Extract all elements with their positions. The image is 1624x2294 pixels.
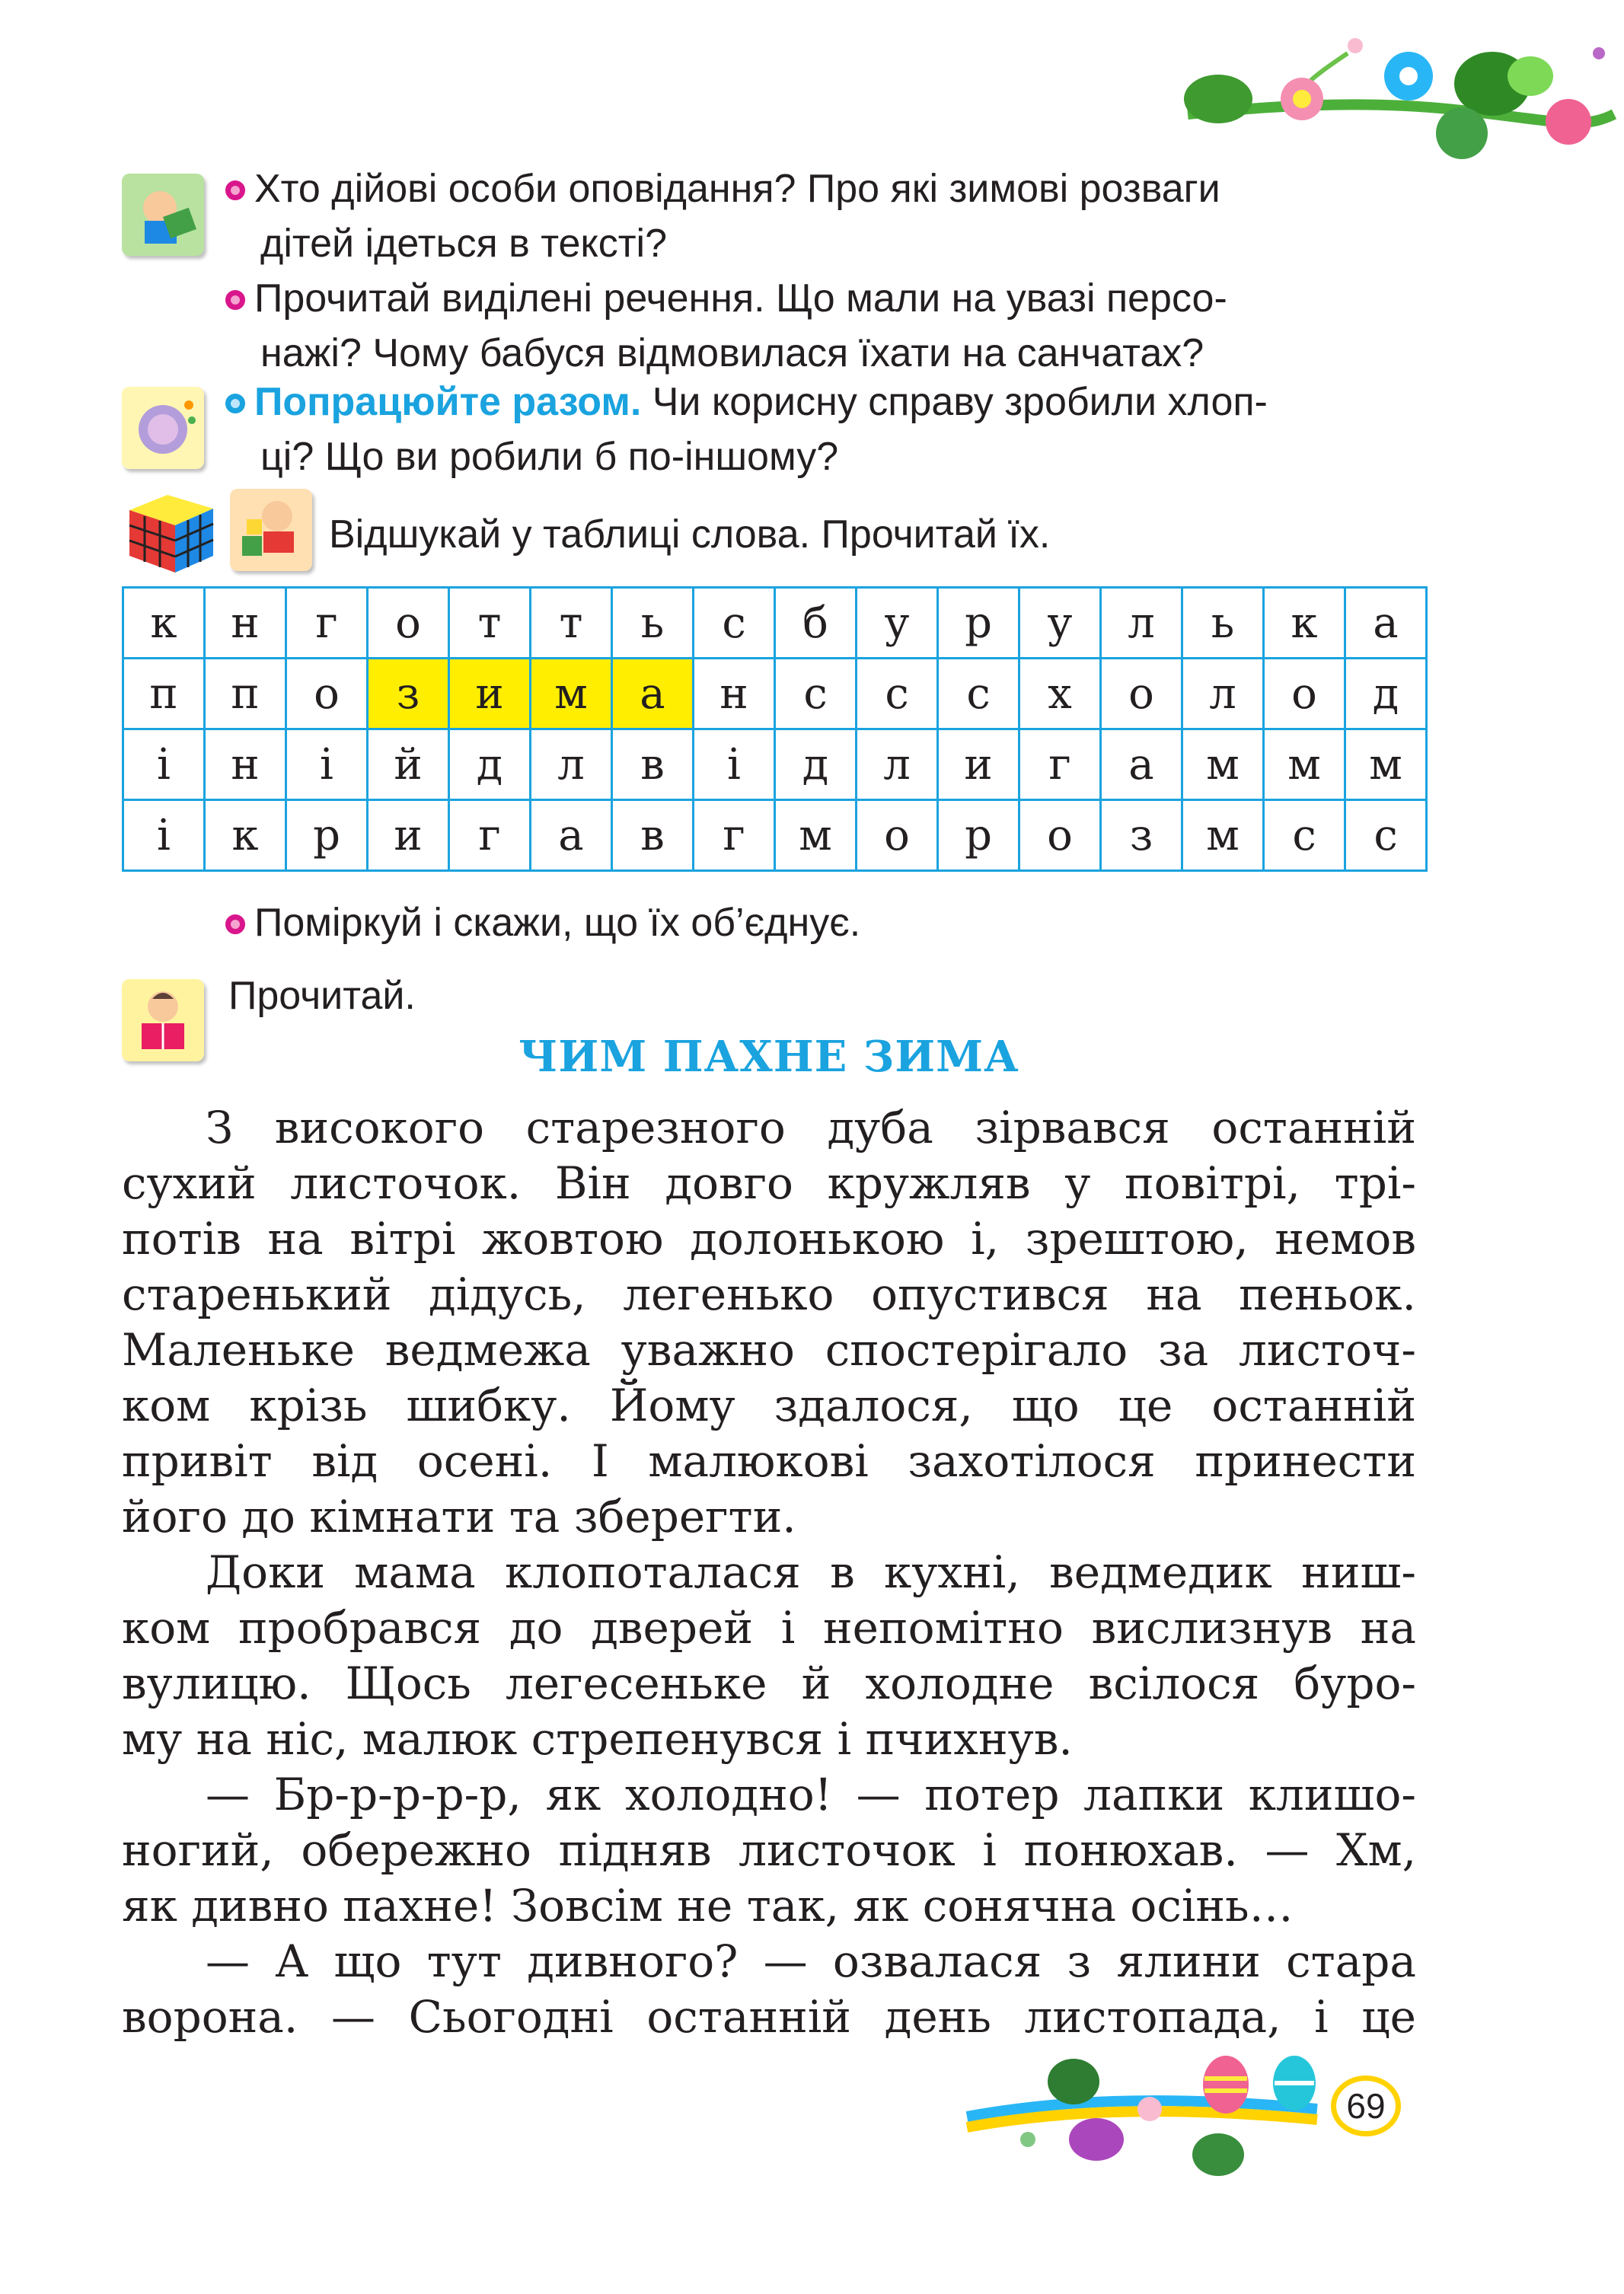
wordsearch-cell: ь [1182,588,1264,659]
bullet-icon [225,180,245,200]
wordsearch-cell: н [694,659,775,729]
question-1-line-1: Хто дійові особи оповідання? Про які зимові розваги [254,167,1220,211]
wordsearch-cell: н [205,588,286,659]
wordsearch-cell: і [123,800,205,871]
wordsearch-cell: м [531,659,612,729]
wordsearch-cell: о [1264,659,1345,729]
wordsearch-cell: р [938,800,1019,871]
wordsearch-cell: п [123,659,205,729]
rubiks-cube-icon [122,487,221,577]
wordsearch-row [123,800,1427,871]
wordsearch-cell: д [1345,659,1427,729]
wordsearch-cell: к [123,588,205,659]
wordsearch-followup [225,895,860,950]
wordsearch-cell: у [1019,588,1101,659]
wordsearch-cell: и [449,659,531,729]
wordsearch-cell: с [694,588,775,659]
group-task [225,375,1428,484]
wordsearch-cell: у [857,588,938,659]
bullet-icon [225,914,245,934]
wordsearch-cell: м [775,800,857,871]
wordsearch-cell: м [1182,729,1264,800]
wordsearch-cell: й [368,729,449,800]
wordsearch-cell: в [612,729,694,800]
wordsearch-cell: д [775,729,857,800]
wordsearch-cell: з [1101,800,1182,871]
wordsearch-cell: к [205,800,286,871]
wordsearch-cell: б [775,588,857,659]
wordsearch-cell: х [1019,659,1101,729]
wordsearch-cell: н [205,729,286,800]
wordsearch-cell: г [694,800,775,871]
story-line: ногий, обережно підняв листочок і понюхав. — Хм, [122,1824,1416,1876]
wordsearch-cell: и [368,800,449,871]
story-line: — А що тут дивного? — озвалася з ялини стара [206,1935,1416,1987]
wordsearch-cell: о [857,800,938,871]
story-title: ЧИМ ПАХНЕ ЗИМА [518,1032,1019,1082]
wordsearch-cell: і [286,729,368,800]
read-label: Прочитай. [228,974,416,1018]
wordsearch-row [123,659,1427,729]
wordsearch-cell: г [1019,729,1101,800]
wordsearch-instruction: Відшукай у таблиці слова. Прочитай їх. [329,512,1051,557]
wordsearch-cell: к [1264,588,1345,659]
wordsearch-cell: о [368,588,449,659]
story-line: вулицю. Щось легесеньке й холодне всілося буро- [122,1657,1416,1709]
child-with-book-icon [122,174,204,256]
story-line: Доки мама клопоталася в кухні, ведмедик ниш- [206,1546,1416,1598]
wordsearch-row [123,588,1427,659]
wordsearch-cell: в [612,800,694,871]
story-line: сухий листочок. Він довго кружляв у повітрі, трі- [122,1157,1416,1209]
wordsearch-cell: л [531,729,612,800]
wordsearch-cell: а [1345,588,1427,659]
page-number: 69 [1331,2075,1401,2136]
story-line: Маленьке ведмежа уважно спостерігало за листоч- [122,1324,1416,1376]
wordsearch-cell: о [286,659,368,729]
question-1-line-2: дітей ідеться в тексті? [260,222,667,266]
story-text [122,1100,1416,2045]
wordsearch-cell: м [1182,800,1264,871]
story-line: З високого старезного дуба зірвався останній [206,1102,1416,1153]
wordsearch-cell: м [1264,729,1345,800]
wordsearch-table [122,586,1428,872]
wordsearch-cell: г [286,588,368,659]
story-line: його до кімнати та зберегти. [122,1491,796,1543]
bullet-icon [225,394,245,413]
wordsearch-cell: и [938,729,1019,800]
child-with-blocks-icon [230,489,312,571]
wordsearch-cell: і [694,729,775,800]
group-task-line-1: Чи корисну справу зробили хлоп- [641,380,1268,424]
wordsearch-cell: р [938,588,1019,659]
story-line: ком пробрався до дверей і непомітно вислизнув на [122,1602,1416,1654]
wordsearch-cell: с [938,659,1019,729]
question-2-line-2: нажі? Чому бабуся відмовилася їхати на санчатах? [260,331,1204,375]
wordsearch-cell: д [449,729,531,800]
wordsearch-cell: о [1019,800,1101,871]
wordsearch-cell: м [1345,729,1427,800]
group-task-line-2: ці? Що ви робили б по-іншому? [260,435,839,479]
group-task-highlight: Попрацюйте разом. [254,380,642,424]
story-line: як дивно пахне! Зовсім не так, як сонячна осінь… [122,1880,1294,1932]
wordsearch-cell: п [205,659,286,729]
wordsearch-cell: г [449,800,531,871]
wordsearch-followup-text: Поміркуй і скажи, що їх об’єднує. [254,901,861,945]
wordsearch-cell: з [368,659,449,729]
wordsearch-cell: ь [612,588,694,659]
question-1 [225,161,1428,271]
wordsearch-cell: л [857,729,938,800]
story-line: потів на вітрі жовтою долонькою і, зрештою, немов [122,1213,1416,1265]
bullet-icon [225,290,245,310]
wordsearch-cell: а [531,800,612,871]
story-line: ворона. — Сьогодні останній день листопада, і це [122,1991,1416,2043]
wordsearch-cell: с [857,659,938,729]
question-2 [225,271,1428,381]
story-line: привіт від осені. І малюкові захотілося принести [122,1435,1416,1487]
wordsearch-cell: л [1101,588,1182,659]
globe-sticker-icon [122,387,204,469]
wordsearch-cell: а [1101,729,1182,800]
story-line: старенький дідусь, легенько опустився на пеньок. [122,1268,1416,1320]
floral-decoration-top [1173,23,1622,175]
question-2-line-1: Прочитай виділені речення. Що мали на увазі персо- [254,276,1227,321]
story-line: ком крізь шибку. Йому здалося, що це останній [122,1380,1416,1431]
story-line: — Бр-р-р-р-р, як холодно! — потер лапки клишо- [206,1769,1416,1820]
wordsearch-cell: і [123,729,205,800]
story-line: му на ніс, малюк стрепенувся і пчихнув. [122,1713,1073,1765]
wordsearch-cell: а [612,659,694,729]
wordsearch-cell: с [775,659,857,729]
wordsearch-cell: т [449,588,531,659]
wordsearch-cell: с [1345,800,1427,871]
wordsearch-cell: о [1101,659,1182,729]
wordsearch-cell: т [531,588,612,659]
wordsearch-row [123,729,1427,800]
wordsearch-cell: р [286,800,368,871]
wordsearch-cell: с [1264,800,1345,871]
wordsearch-cell: л [1182,659,1264,729]
easter-eggs-decoration [959,2048,1325,2178]
